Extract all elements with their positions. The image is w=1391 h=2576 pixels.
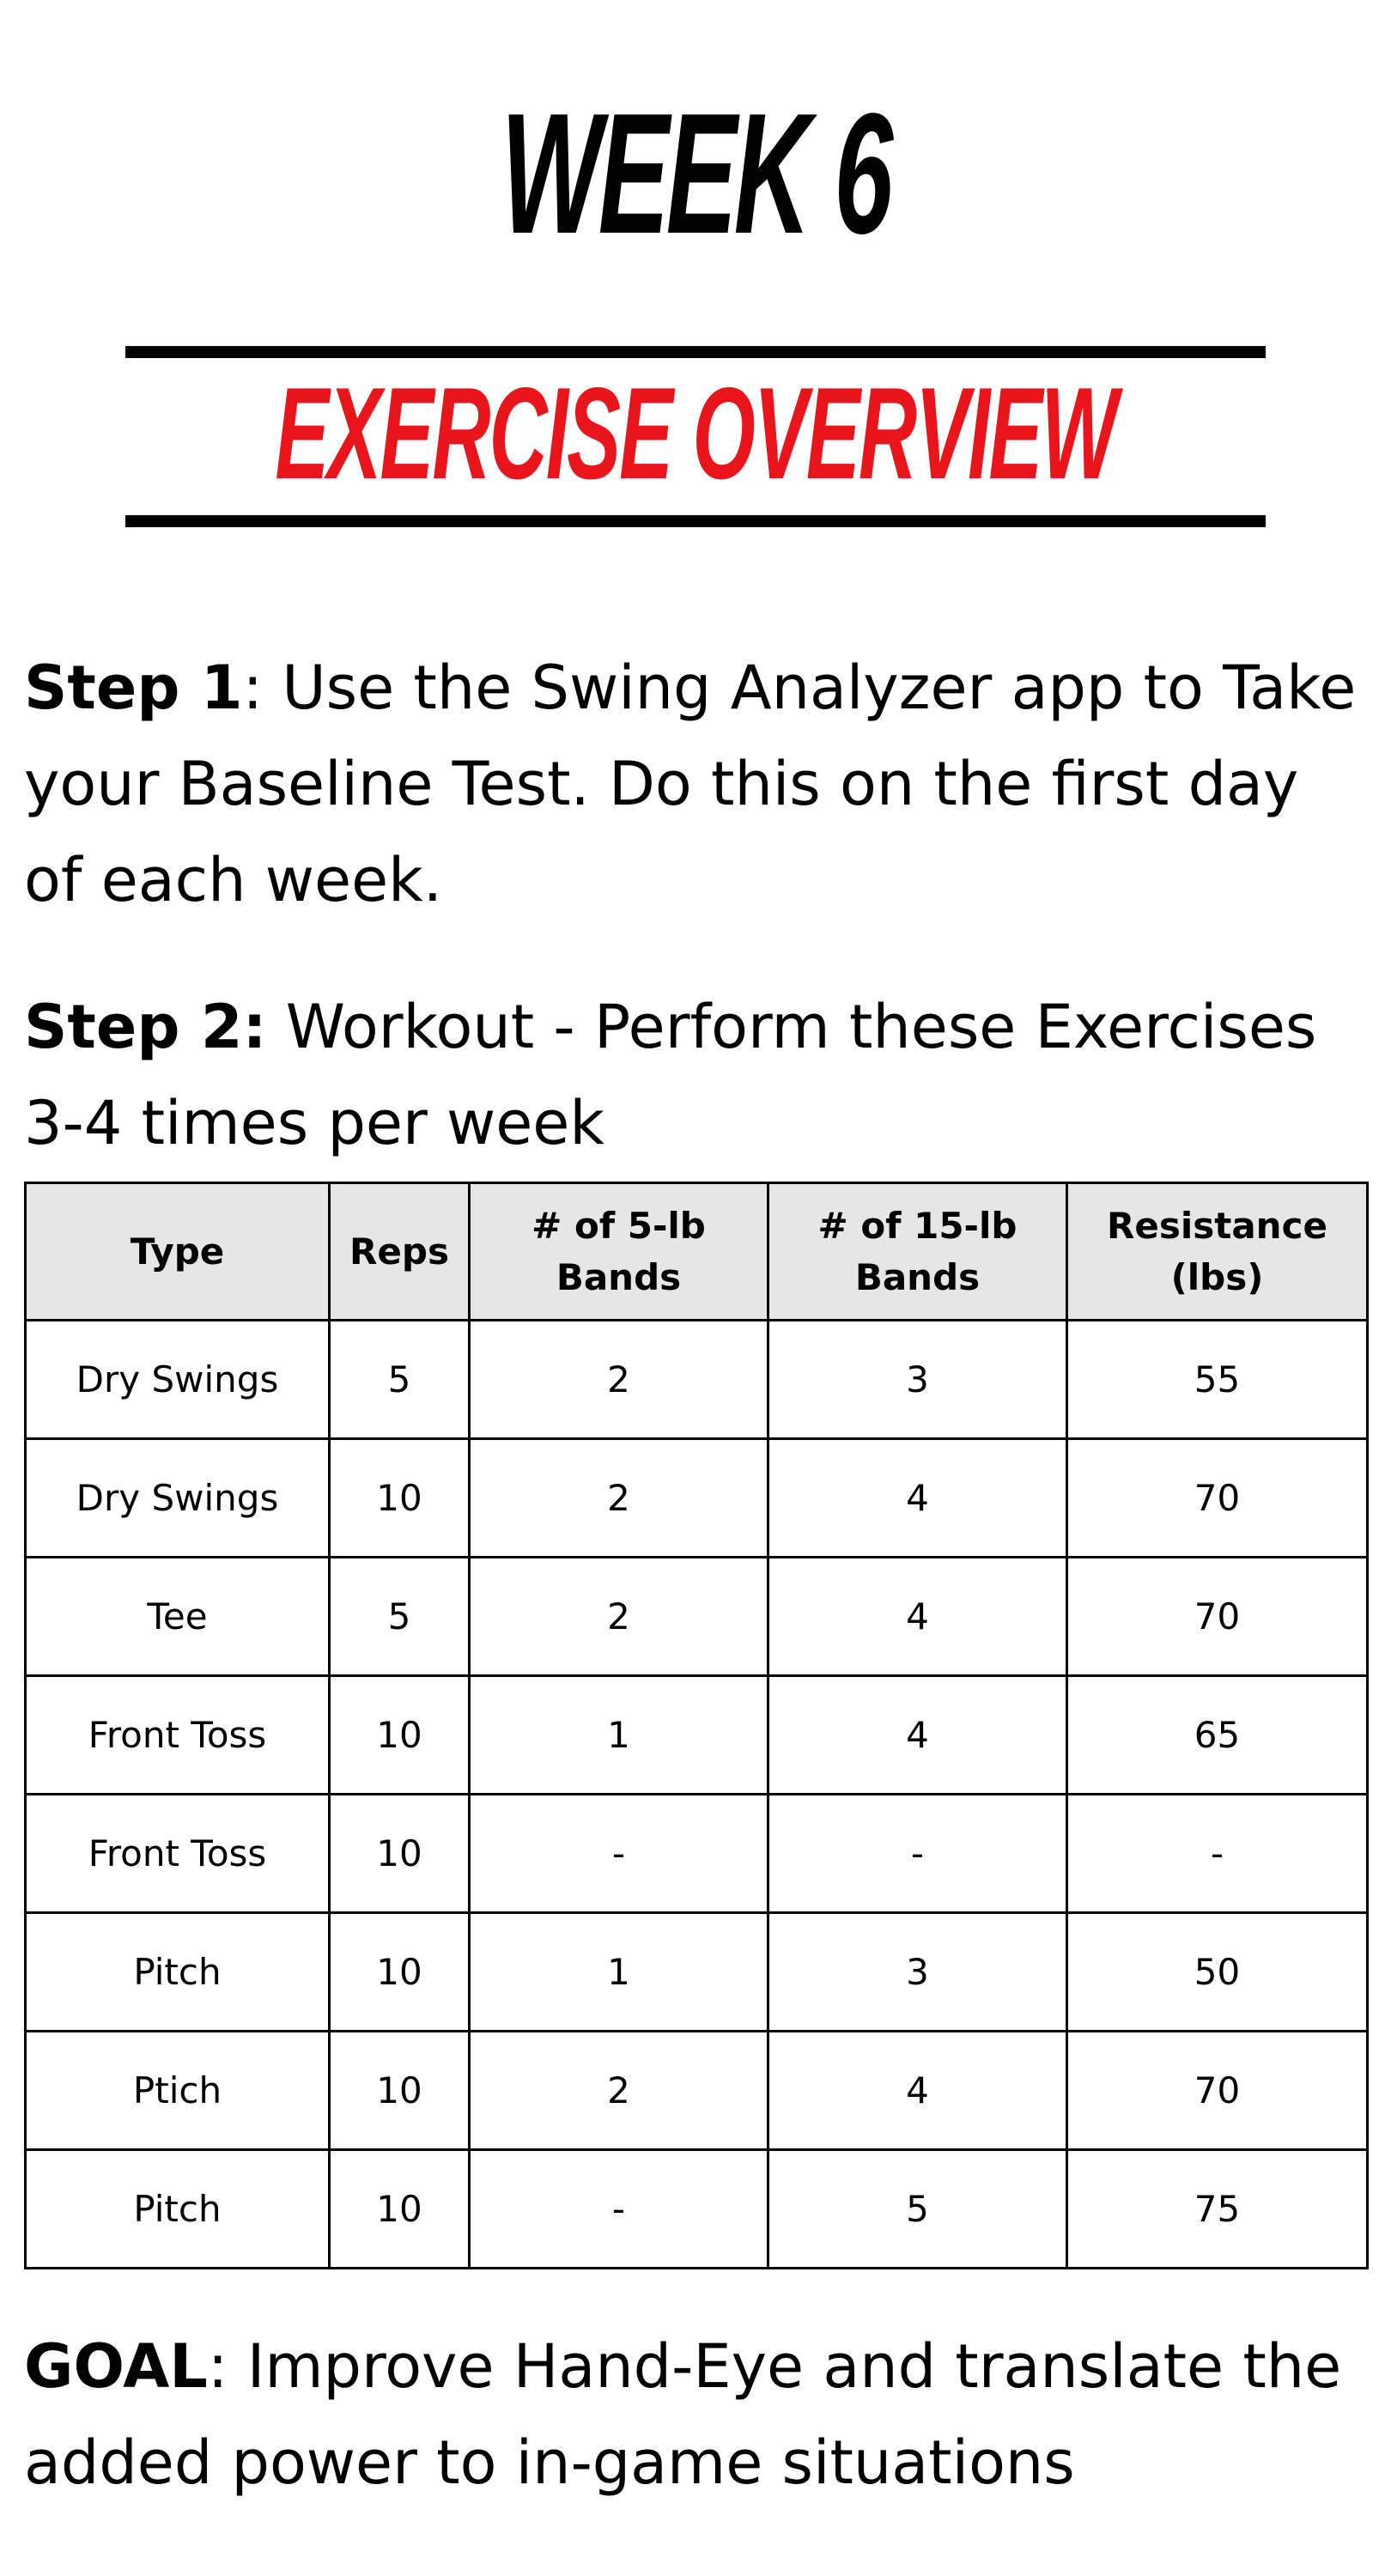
step-2-text: Workout - Perform these Exercises 3-4 times per week (24, 992, 1317, 1158)
cell-5lb-bands: 2 (470, 1558, 768, 1676)
top-divider (125, 346, 1266, 358)
goal-text: : Improve Hand-Eye and translate the added power to in-game situations (24, 2331, 1342, 2498)
cell-5lb-bands: 2 (470, 2032, 768, 2150)
step-2-paragraph (24, 979, 1372, 1171)
cell-reps: 10 (330, 2032, 470, 2150)
goal-label: GOAL (24, 2331, 208, 2402)
table-row (26, 2150, 1368, 2269)
goal-paragraph (24, 2318, 1372, 2511)
table-row (26, 1321, 1368, 1439)
table-row (26, 1913, 1368, 2032)
cell-type: Dry Swings (26, 1321, 330, 1439)
step-1-label: Step 1 (24, 653, 243, 723)
step-1-paragraph (24, 640, 1372, 928)
cell-15lb-bands: 3 (768, 1321, 1067, 1439)
header-5lb-bands: # of 5-lb Bands (470, 1183, 768, 1321)
table-row (26, 1558, 1368, 1676)
header-reps: Reps (330, 1183, 470, 1321)
cell-resistance: 50 (1067, 1913, 1368, 2032)
cell-type: Tee (26, 1558, 330, 1676)
week-title: WEEK 6 (501, 78, 890, 270)
cell-5lb-bands: 2 (470, 1321, 768, 1439)
header-type: Type (26, 1183, 330, 1321)
cell-type: Front Toss (26, 1676, 330, 1795)
cell-5lb-bands: - (470, 2150, 768, 2269)
exercise-table (24, 1182, 1369, 2269)
cell-type: Ptich (26, 2032, 330, 2150)
cell-reps: 5 (330, 1558, 470, 1676)
step-2-label: Step 2: (24, 992, 267, 1062)
cell-reps: 10 (330, 1795, 470, 1913)
cell-resistance: 70 (1067, 2032, 1368, 2150)
cell-15lb-bands: 4 (768, 1558, 1067, 1676)
cell-reps: 10 (330, 2150, 470, 2269)
cell-type: Front Toss (26, 1795, 330, 1913)
cell-15lb-bands: - (768, 1795, 1067, 1913)
cell-type: Pitch (26, 1913, 330, 2032)
cell-15lb-bands: 4 (768, 2032, 1067, 2150)
table-row (26, 1795, 1368, 1913)
cell-15lb-bands: 4 (768, 1439, 1067, 1558)
header-resistance: Resistance (lbs) (1067, 1183, 1368, 1321)
cell-5lb-bands: 2 (470, 1439, 768, 1558)
cell-type: Pitch (26, 2150, 330, 2269)
bottom-divider (125, 515, 1266, 527)
table-row (26, 1676, 1368, 1795)
cell-reps: 10 (330, 1439, 470, 1558)
cell-resistance: - (1067, 1795, 1368, 1913)
cell-resistance: 65 (1067, 1676, 1368, 1795)
cell-resistance: 70 (1067, 1558, 1368, 1676)
step-1-text: : Use the Swing Analyzer app to Take your Baseline Test. Do this on the first day of each week. (24, 653, 1357, 915)
exercise-overview-heading: EXERCISE OVERVIEW (275, 361, 1116, 507)
cell-resistance: 55 (1067, 1321, 1368, 1439)
cell-resistance: 70 (1067, 1439, 1368, 1558)
table-header-row (26, 1183, 1368, 1321)
header-15lb-bands: # of 15-lb Bands (768, 1183, 1067, 1321)
cell-5lb-bands: 1 (470, 1676, 768, 1795)
cell-5lb-bands: - (470, 1795, 768, 1913)
table-row (26, 2032, 1368, 2150)
cell-reps: 10 (330, 1913, 470, 2032)
cell-5lb-bands: 1 (470, 1913, 768, 2032)
cell-type: Dry Swings (26, 1439, 330, 1558)
cell-15lb-bands: 5 (768, 2150, 1067, 2269)
cell-reps: 10 (330, 1676, 470, 1795)
cell-reps: 5 (330, 1321, 470, 1439)
table-row (26, 1439, 1368, 1558)
cell-15lb-bands: 4 (768, 1676, 1067, 1795)
cell-resistance: 75 (1067, 2150, 1368, 2269)
cell-15lb-bands: 3 (768, 1913, 1067, 2032)
